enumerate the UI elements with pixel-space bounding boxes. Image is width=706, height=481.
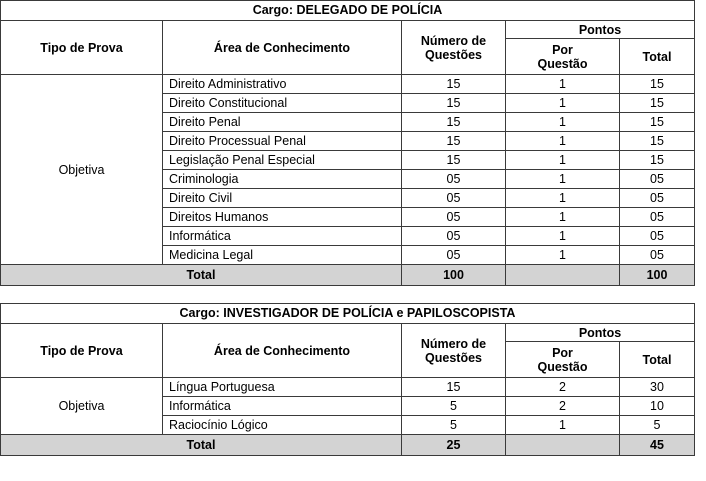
- total-por-questao: [506, 435, 620, 456]
- cell-area: Direito Penal: [163, 113, 402, 132]
- por-questao-line-2: Questão: [537, 359, 588, 374]
- cell-questoes: 15: [402, 113, 506, 132]
- column-header-numero-de-questoes: [402, 21, 506, 75]
- cell-total: 10: [620, 397, 695, 416]
- total-label: Total: [1, 265, 402, 286]
- cell-questoes: 15: [402, 151, 506, 170]
- cell-por-questao: 1: [506, 416, 620, 435]
- column-header-tipo-de-prova: Tipo de Prova: [1, 324, 163, 378]
- cell-total: 15: [620, 151, 695, 170]
- cell-por-questao: 1: [506, 208, 620, 227]
- cell-area: Informática: [163, 397, 402, 416]
- total-questoes: 100: [402, 265, 506, 286]
- table-header-row-top: [1, 21, 695, 39]
- cell-area: Direito Administrativo: [163, 75, 402, 94]
- cell-por-questao: 1: [506, 227, 620, 246]
- cell-questoes: 05: [402, 227, 506, 246]
- cell-area: Direito Processual Penal: [163, 132, 402, 151]
- column-header-por-questao: [506, 342, 620, 378]
- cell-total: 30: [620, 378, 695, 397]
- cell-total: 05: [620, 170, 695, 189]
- cell-questoes: 15: [402, 75, 506, 94]
- numero-de-questoes-line-2: Questões: [425, 47, 482, 62]
- table-total-row: [1, 265, 695, 286]
- cell-area: Direitos Humanos: [163, 208, 402, 227]
- cell-por-questao: 1: [506, 189, 620, 208]
- cell-por-questao: 1: [506, 113, 620, 132]
- table-title: Cargo: INVESTIGADOR DE POLÍCIA e PAPILOSCOPISTA: [1, 304, 695, 324]
- column-header-area-de-conhecimento: Área de Conhecimento: [163, 21, 402, 75]
- por-questao-line-2: Questão: [537, 56, 588, 71]
- cell-questoes: 05: [402, 170, 506, 189]
- table-row: [1, 75, 695, 94]
- table-header-row-top: [1, 324, 695, 342]
- column-header-total: Total: [620, 39, 695, 75]
- cell-total: 05: [620, 227, 695, 246]
- cell-por-questao: 1: [506, 151, 620, 170]
- column-header-total: Total: [620, 342, 695, 378]
- cell-por-questao: 1: [506, 170, 620, 189]
- cell-por-questao: 2: [506, 378, 620, 397]
- cell-area: Raciocínio Lógico: [163, 416, 402, 435]
- table-title: Cargo: DELEGADO DE POLÍCIA: [1, 1, 695, 21]
- cell-area: Informática: [163, 227, 402, 246]
- cell-area: Criminologia: [163, 170, 402, 189]
- column-header-por-questao: [506, 39, 620, 75]
- total-total: 100: [620, 265, 695, 286]
- cell-questoes: 15: [402, 94, 506, 113]
- cell-tipo-de-prova: Objetiva: [1, 75, 163, 265]
- cell-questoes: 05: [402, 208, 506, 227]
- cell-questoes: 05: [402, 189, 506, 208]
- cell-total: 15: [620, 132, 695, 151]
- total-questoes: 25: [402, 435, 506, 456]
- cell-total: 5: [620, 416, 695, 435]
- por-questao-line-1: Por: [552, 345, 573, 360]
- total-total: 45: [620, 435, 695, 456]
- numero-de-questoes-line-2: Questões: [425, 350, 482, 365]
- column-header-tipo-de-prova: Tipo de Prova: [1, 21, 163, 75]
- por-questao-line-1: Por: [552, 42, 573, 57]
- cell-por-questao: 1: [506, 94, 620, 113]
- cell-total: 15: [620, 94, 695, 113]
- cell-total: 15: [620, 113, 695, 132]
- cell-questoes: 5: [402, 397, 506, 416]
- cell-area: Medicina Legal: [163, 246, 402, 265]
- table-title-row: [1, 304, 695, 324]
- cell-total: 05: [620, 189, 695, 208]
- cell-por-questao: 1: [506, 246, 620, 265]
- cell-area: Legislação Penal Especial: [163, 151, 402, 170]
- total-por-questao: [506, 265, 620, 286]
- column-header-numero-de-questoes: [402, 324, 506, 378]
- table-row: [1, 378, 695, 397]
- numero-de-questoes-line-1: Número de: [420, 33, 487, 48]
- total-label: Total: [1, 435, 402, 456]
- cell-total: 15: [620, 75, 695, 94]
- cell-questoes: 05: [402, 246, 506, 265]
- cell-por-questao: 1: [506, 75, 620, 94]
- cell-area: Direito Civil: [163, 189, 402, 208]
- numero-de-questoes-line-1: Número de: [420, 336, 487, 351]
- cell-area: Direito Constitucional: [163, 94, 402, 113]
- cell-tipo-de-prova: Objetiva: [1, 378, 163, 435]
- cell-questoes: 5: [402, 416, 506, 435]
- table-total-row: [1, 435, 695, 456]
- cell-total: 05: [620, 246, 695, 265]
- table-gap-spacer: [0, 286, 706, 303]
- cell-questoes: 15: [402, 132, 506, 151]
- cell-area: Língua Portuguesa: [163, 378, 402, 397]
- column-header-pontos: Pontos: [506, 324, 695, 342]
- cell-questoes: 15: [402, 378, 506, 397]
- cell-por-questao: 2: [506, 397, 620, 416]
- cell-por-questao: 1: [506, 132, 620, 151]
- column-header-pontos: Pontos: [506, 21, 695, 39]
- table-title-row: [1, 1, 695, 21]
- column-header-area-de-conhecimento: Área de Conhecimento: [163, 324, 402, 378]
- cell-total: 05: [620, 208, 695, 227]
- exam-table-investigador: [0, 303, 695, 456]
